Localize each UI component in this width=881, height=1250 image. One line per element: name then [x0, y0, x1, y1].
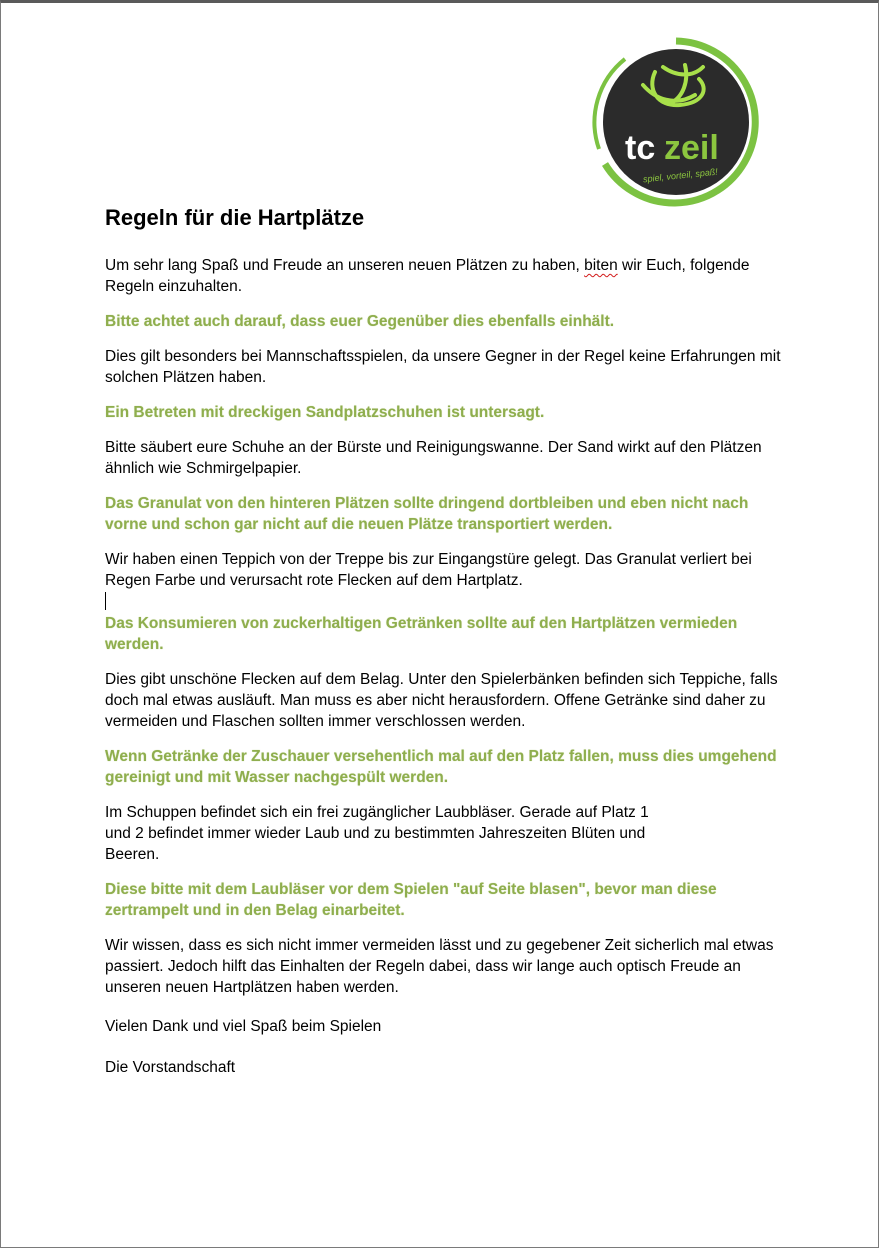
signature: Die Vorstandschaft [105, 1059, 236, 1076]
intro-paragraph: Um sehr lang Spaß und Freude an unseren neuen Plätzen zu haben, biten wir Euch, folgende Regeln einzuhalten. [105, 257, 750, 295]
logo-tagline: spiel, vorteil, spaß! [642, 166, 719, 185]
document-body [105, 204, 785, 1092]
logo-brand-zeil: zeil [664, 129, 719, 167]
explanation-4: Dies gibt unschöne Flecken auf dem Belag. Unter den Spielerbänken befinden sich Teppiche, falls doch mal etwas ausläuft. Man muss es aber nicht herausfordern. Offene Getränke sind daher zu vermeiden und Flaschen sollten immer verschlossen werden. [105, 671, 778, 730]
logo-brand-tc: tc [625, 129, 656, 167]
rule-1: Bitte achtet auch darauf, dass euer Gegenüber dies ebenfalls einhält. [105, 313, 615, 330]
text-cursor[interactable] [105, 592, 106, 610]
explanation-6: Wir wissen, dass es sich nicht immer vermeiden lässt und zu gegebener Zeit sicherlich mal etwas passiert. Jedoch hilft das Einhalten der Regeln dabei, dass wir lange auch optisch Freude an unseren neuen Hartplätzen haben werden. [105, 937, 774, 996]
explanation-1: Dies gilt besonders bei Mannschaftsspielen, da unsere Gegner in der Regel keine Erfahrungen mit solchen Plätzen haben. [105, 348, 781, 386]
rule-3: Das Granulat von den hinteren Plätzen sollte dringend dortbleiben und eben nicht nach vorne und schon gar nicht auf die neuen Plätze transportiert werden. [105, 495, 749, 533]
misspelled-word[interactable]: biten [584, 257, 618, 274]
explanation-2: Bitte säubert eure Schuhe an der Bürste und Reinigungswanne. Der Sand wirkt auf den Plätzen ähnlich wie Schmirgelpapier. [105, 439, 762, 477]
rule-4: Das Konsumieren von zuckerhaltigen Getränken sollte auf den Hartplätzen vermieden werden. [105, 615, 738, 653]
rule-6: Diese bitte mit dem Laubläser vor dem Spielen "auf Seite blasen", bevor man diese zertrampelt und in den Belag einarbeitet. [105, 881, 717, 919]
rule-2: Ein Betreten mit dreckigen Sandplatzschuhen ist untersagt. [105, 404, 545, 421]
page-title: Regeln für die Hartplätze [105, 205, 365, 230]
rule-5: Wenn Getränke der Zuschauer versehentlich mal auf den Platz fallen, muss dies umgehend gereinigt und mit Wasser nachgespült werden. [105, 748, 777, 786]
explanation-5: Im Schuppen befindet sich ein frei zugänglicher Laubbläser. Gerade auf Platz 1 und 2 befindet immer wieder Laub und zu bestimmten Jahreszeiten Blüten und Beeren. [105, 804, 649, 863]
closing-line: Vielen Dank und viel Spaß beim Spielen [105, 1018, 382, 1035]
tczeil-logo [585, 37, 767, 207]
explanation-3: Wir haben einen Teppich von der Treppe bis zur Eingangstüre gelegt. Das Granulat verliert bei Regen Farbe und verursacht rote Flecken auf dem Hartplatz. [105, 551, 752, 589]
